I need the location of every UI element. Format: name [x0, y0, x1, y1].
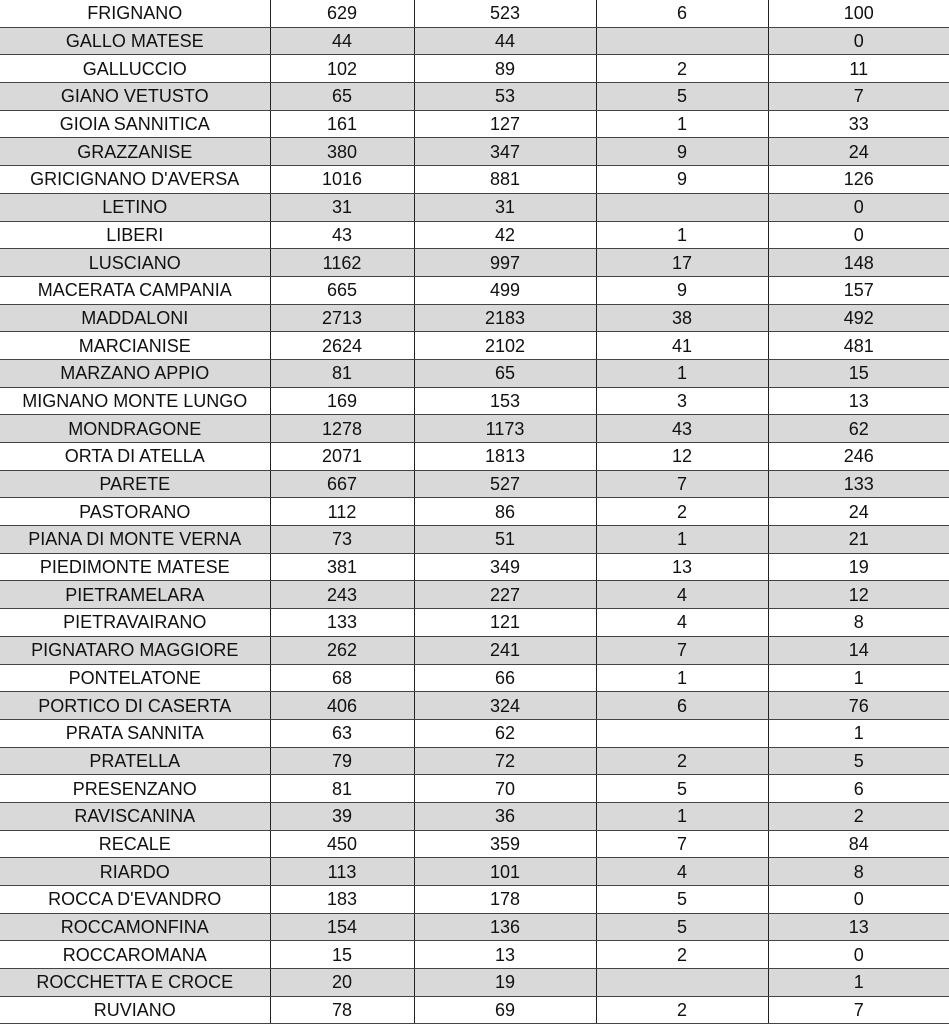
value-cell-4: 24 — [768, 138, 949, 166]
value-cell-1: 169 — [270, 387, 414, 415]
value-cell-4: 100 — [768, 0, 949, 27]
value-cell-2: 2183 — [414, 304, 596, 332]
value-cell-3: 7 — [596, 636, 768, 664]
value-cell-1: 2624 — [270, 332, 414, 360]
value-cell-2: 324 — [414, 692, 596, 720]
table-row — [0, 387, 949, 415]
municipality-name-cell: GALLO MATESE — [0, 27, 270, 55]
municipality-name-cell: PORTICO DI CASERTA — [0, 692, 270, 720]
value-cell-1: 1162 — [270, 249, 414, 277]
value-cell-1: 65 — [270, 83, 414, 111]
value-cell-1: 667 — [270, 470, 414, 498]
municipality-name-cell: GIOIA SANNITICA — [0, 110, 270, 138]
value-cell-1: 81 — [270, 359, 414, 387]
value-cell-4: 148 — [768, 249, 949, 277]
value-cell-3: 4 — [596, 609, 768, 637]
value-cell-4: 1 — [768, 719, 949, 747]
value-cell-4: 0 — [768, 221, 949, 249]
value-cell-3: 2 — [596, 55, 768, 83]
value-cell-3: 7 — [596, 830, 768, 858]
value-cell-4: 24 — [768, 498, 949, 526]
table-row — [0, 443, 949, 471]
value-cell-3: 17 — [596, 249, 768, 277]
value-cell-1: 406 — [270, 692, 414, 720]
value-cell-1: 262 — [270, 636, 414, 664]
table-row — [0, 858, 949, 886]
value-cell-4: 14 — [768, 636, 949, 664]
table-row — [0, 913, 949, 941]
table-row — [0, 276, 949, 304]
table-row — [0, 996, 949, 1024]
value-cell-4: 5 — [768, 747, 949, 775]
value-cell-2: 53 — [414, 83, 596, 111]
value-cell-3: 1 — [596, 664, 768, 692]
municipality-name-cell: PASTORANO — [0, 498, 270, 526]
value-cell-4: 481 — [768, 332, 949, 360]
municipality-name-cell: PIEDIMONTE MATESE — [0, 553, 270, 581]
value-cell-1: 68 — [270, 664, 414, 692]
value-cell-3: 1 — [596, 110, 768, 138]
value-cell-3: 1 — [596, 359, 768, 387]
table-row — [0, 193, 949, 221]
municipality-name-cell: GRICIGNANO D'AVERSA — [0, 166, 270, 194]
value-cell-3: 4 — [596, 581, 768, 609]
value-cell-2: 121 — [414, 609, 596, 637]
value-cell-3: 3 — [596, 387, 768, 415]
value-cell-1: 243 — [270, 581, 414, 609]
table-row — [0, 110, 949, 138]
table-row — [0, 581, 949, 609]
value-cell-2: 70 — [414, 775, 596, 803]
value-cell-1: 73 — [270, 526, 414, 554]
value-cell-2: 178 — [414, 886, 596, 914]
value-cell-2: 881 — [414, 166, 596, 194]
table-row — [0, 55, 949, 83]
municipality-name-cell: MONDRAGONE — [0, 415, 270, 443]
table-row — [0, 498, 949, 526]
municipality-name-cell: ROCCHETTA E CROCE — [0, 969, 270, 997]
value-cell-3: 2 — [596, 996, 768, 1024]
value-cell-2: 241 — [414, 636, 596, 664]
value-cell-4: 492 — [768, 304, 949, 332]
value-cell-3: 6 — [596, 0, 768, 27]
value-cell-1: 31 — [270, 193, 414, 221]
table-row — [0, 83, 949, 111]
municipality-name-cell: ROCCAROMANA — [0, 941, 270, 969]
value-cell-2: 19 — [414, 969, 596, 997]
municipality-name-cell: RAVISCANINA — [0, 802, 270, 830]
value-cell-3: 43 — [596, 415, 768, 443]
value-cell-2: 136 — [414, 913, 596, 941]
value-cell-3 — [596, 193, 768, 221]
value-cell-2: 997 — [414, 249, 596, 277]
municipality-name-cell: LIBERI — [0, 221, 270, 249]
municipality-name-cell: ROCCAMONFINA — [0, 913, 270, 941]
value-cell-2: 523 — [414, 0, 596, 27]
value-cell-3: 4 — [596, 858, 768, 886]
value-cell-3: 12 — [596, 443, 768, 471]
value-cell-1: 112 — [270, 498, 414, 526]
table-row — [0, 692, 949, 720]
value-cell-4: 2 — [768, 802, 949, 830]
value-cell-1: 102 — [270, 55, 414, 83]
value-cell-1: 2713 — [270, 304, 414, 332]
value-cell-1: 81 — [270, 775, 414, 803]
table-row — [0, 664, 949, 692]
table-row — [0, 747, 949, 775]
table-row — [0, 304, 949, 332]
value-cell-1: 133 — [270, 609, 414, 637]
table-row — [0, 969, 949, 997]
value-cell-3: 2 — [596, 498, 768, 526]
value-cell-1: 1278 — [270, 415, 414, 443]
value-cell-1: 78 — [270, 996, 414, 1024]
municipality-name-cell: MIGNANO MONTE LUNGO — [0, 387, 270, 415]
value-cell-1: 161 — [270, 110, 414, 138]
value-cell-3: 9 — [596, 138, 768, 166]
value-cell-3: 9 — [596, 276, 768, 304]
municipality-name-cell: RIARDO — [0, 858, 270, 886]
table-row — [0, 553, 949, 581]
value-cell-4: 1 — [768, 664, 949, 692]
value-cell-2: 101 — [414, 858, 596, 886]
table-row — [0, 332, 949, 360]
table-row — [0, 719, 949, 747]
value-cell-2: 349 — [414, 553, 596, 581]
value-cell-2: 86 — [414, 498, 596, 526]
value-cell-4: 12 — [768, 581, 949, 609]
value-cell-2: 69 — [414, 996, 596, 1024]
municipality-name-cell: MACERATA CAMPANIA — [0, 276, 270, 304]
value-cell-4: 11 — [768, 55, 949, 83]
value-cell-1: 450 — [270, 830, 414, 858]
value-cell-2: 359 — [414, 830, 596, 858]
value-cell-3: 1 — [596, 221, 768, 249]
value-cell-3: 7 — [596, 470, 768, 498]
value-cell-4: 62 — [768, 415, 949, 443]
table-row — [0, 802, 949, 830]
value-cell-3: 6 — [596, 692, 768, 720]
value-cell-2: 1813 — [414, 443, 596, 471]
value-cell-3: 5 — [596, 83, 768, 111]
value-cell-2: 31 — [414, 193, 596, 221]
value-cell-2: 65 — [414, 359, 596, 387]
table-row — [0, 775, 949, 803]
value-cell-4: 1 — [768, 969, 949, 997]
table-row — [0, 526, 949, 554]
value-cell-1: 39 — [270, 802, 414, 830]
municipality-name-cell: PIETRAMELARA — [0, 581, 270, 609]
municipality-name-cell: PIGNATARO MAGGIORE — [0, 636, 270, 664]
municipality-name-cell: LUSCIANO — [0, 249, 270, 277]
value-cell-1: 1016 — [270, 166, 414, 194]
value-cell-1: 43 — [270, 221, 414, 249]
value-cell-2: 227 — [414, 581, 596, 609]
value-cell-4: 7 — [768, 83, 949, 111]
value-cell-2: 72 — [414, 747, 596, 775]
value-cell-4: 8 — [768, 609, 949, 637]
value-cell-2: 62 — [414, 719, 596, 747]
value-cell-2: 527 — [414, 470, 596, 498]
value-cell-1: 15 — [270, 941, 414, 969]
value-cell-4: 0 — [768, 27, 949, 55]
value-cell-4: 246 — [768, 443, 949, 471]
value-cell-3: 5 — [596, 913, 768, 941]
table-row — [0, 166, 949, 194]
table-row — [0, 830, 949, 858]
municipality-name-cell: PIETRAVAIRANO — [0, 609, 270, 637]
value-cell-4: 8 — [768, 858, 949, 886]
table-row — [0, 886, 949, 914]
value-cell-1: 380 — [270, 138, 414, 166]
municipality-name-cell: PRATA SANNITA — [0, 719, 270, 747]
municipality-name-cell: MARCIANISE — [0, 332, 270, 360]
table-row — [0, 470, 949, 498]
value-cell-2: 66 — [414, 664, 596, 692]
municipality-name-cell: MARZANO APPIO — [0, 359, 270, 387]
value-cell-1: 2071 — [270, 443, 414, 471]
municipality-name-cell: PRATELLA — [0, 747, 270, 775]
value-cell-1: 63 — [270, 719, 414, 747]
municipality-name-cell: PRESENZANO — [0, 775, 270, 803]
table-row — [0, 0, 949, 27]
value-cell-2: 51 — [414, 526, 596, 554]
table-row — [0, 941, 949, 969]
value-cell-2: 36 — [414, 802, 596, 830]
value-cell-1: 154 — [270, 913, 414, 941]
value-cell-4: 126 — [768, 166, 949, 194]
value-cell-1: 79 — [270, 747, 414, 775]
table-row — [0, 415, 949, 443]
value-cell-4: 21 — [768, 526, 949, 554]
value-cell-2: 44 — [414, 27, 596, 55]
value-cell-1: 20 — [270, 969, 414, 997]
table-row — [0, 359, 949, 387]
value-cell-2: 347 — [414, 138, 596, 166]
value-cell-4: 33 — [768, 110, 949, 138]
value-cell-3: 1 — [596, 802, 768, 830]
municipality-name-cell: RECALE — [0, 830, 270, 858]
value-cell-4: 19 — [768, 553, 949, 581]
value-cell-3: 1 — [596, 526, 768, 554]
value-cell-3 — [596, 27, 768, 55]
value-cell-1: 113 — [270, 858, 414, 886]
value-cell-4: 15 — [768, 359, 949, 387]
value-cell-3 — [596, 969, 768, 997]
value-cell-2: 499 — [414, 276, 596, 304]
value-cell-4: 84 — [768, 830, 949, 858]
value-cell-3: 2 — [596, 941, 768, 969]
value-cell-4: 7 — [768, 996, 949, 1024]
value-cell-2: 2102 — [414, 332, 596, 360]
municipality-name-cell: GIANO VETUSTO — [0, 83, 270, 111]
table-row — [0, 138, 949, 166]
value-cell-4: 0 — [768, 193, 949, 221]
value-cell-3: 9 — [596, 166, 768, 194]
municipality-name-cell: FRIGNANO — [0, 0, 270, 27]
municipality-name-cell: PONTELATONE — [0, 664, 270, 692]
table-row — [0, 636, 949, 664]
table-row — [0, 27, 949, 55]
value-cell-1: 629 — [270, 0, 414, 27]
table-row — [0, 249, 949, 277]
municipality-name-cell: GALLUCCIO — [0, 55, 270, 83]
value-cell-2: 1173 — [414, 415, 596, 443]
value-cell-2: 153 — [414, 387, 596, 415]
value-cell-3 — [596, 719, 768, 747]
value-cell-3: 5 — [596, 886, 768, 914]
value-cell-4: 13 — [768, 387, 949, 415]
table-row — [0, 221, 949, 249]
value-cell-1: 44 — [270, 27, 414, 55]
municipality-name-cell: LETINO — [0, 193, 270, 221]
value-cell-2: 42 — [414, 221, 596, 249]
value-cell-4: 157 — [768, 276, 949, 304]
value-cell-2: 89 — [414, 55, 596, 83]
value-cell-1: 381 — [270, 553, 414, 581]
value-cell-4: 76 — [768, 692, 949, 720]
value-cell-2: 127 — [414, 110, 596, 138]
value-cell-4: 133 — [768, 470, 949, 498]
value-cell-1: 665 — [270, 276, 414, 304]
table-row — [0, 609, 949, 637]
value-cell-3: 5 — [596, 775, 768, 803]
value-cell-1: 183 — [270, 886, 414, 914]
value-cell-4: 0 — [768, 941, 949, 969]
municipality-name-cell: PARETE — [0, 470, 270, 498]
value-cell-3: 38 — [596, 304, 768, 332]
municipality-name-cell: ORTA DI ATELLA — [0, 443, 270, 471]
value-cell-3: 2 — [596, 747, 768, 775]
municipality-name-cell: PIANA DI MONTE VERNA — [0, 526, 270, 554]
municipality-name-cell: RUVIANO — [0, 996, 270, 1024]
value-cell-4: 0 — [768, 886, 949, 914]
value-cell-2: 13 — [414, 941, 596, 969]
municipality-name-cell: MADDALONI — [0, 304, 270, 332]
value-cell-4: 13 — [768, 913, 949, 941]
value-cell-3: 41 — [596, 332, 768, 360]
value-cell-3: 13 — [596, 553, 768, 581]
municipality-name-cell: ROCCA D'EVANDRO — [0, 886, 270, 914]
value-cell-4: 6 — [768, 775, 949, 803]
municipality-name-cell: GRAZZANISE — [0, 138, 270, 166]
